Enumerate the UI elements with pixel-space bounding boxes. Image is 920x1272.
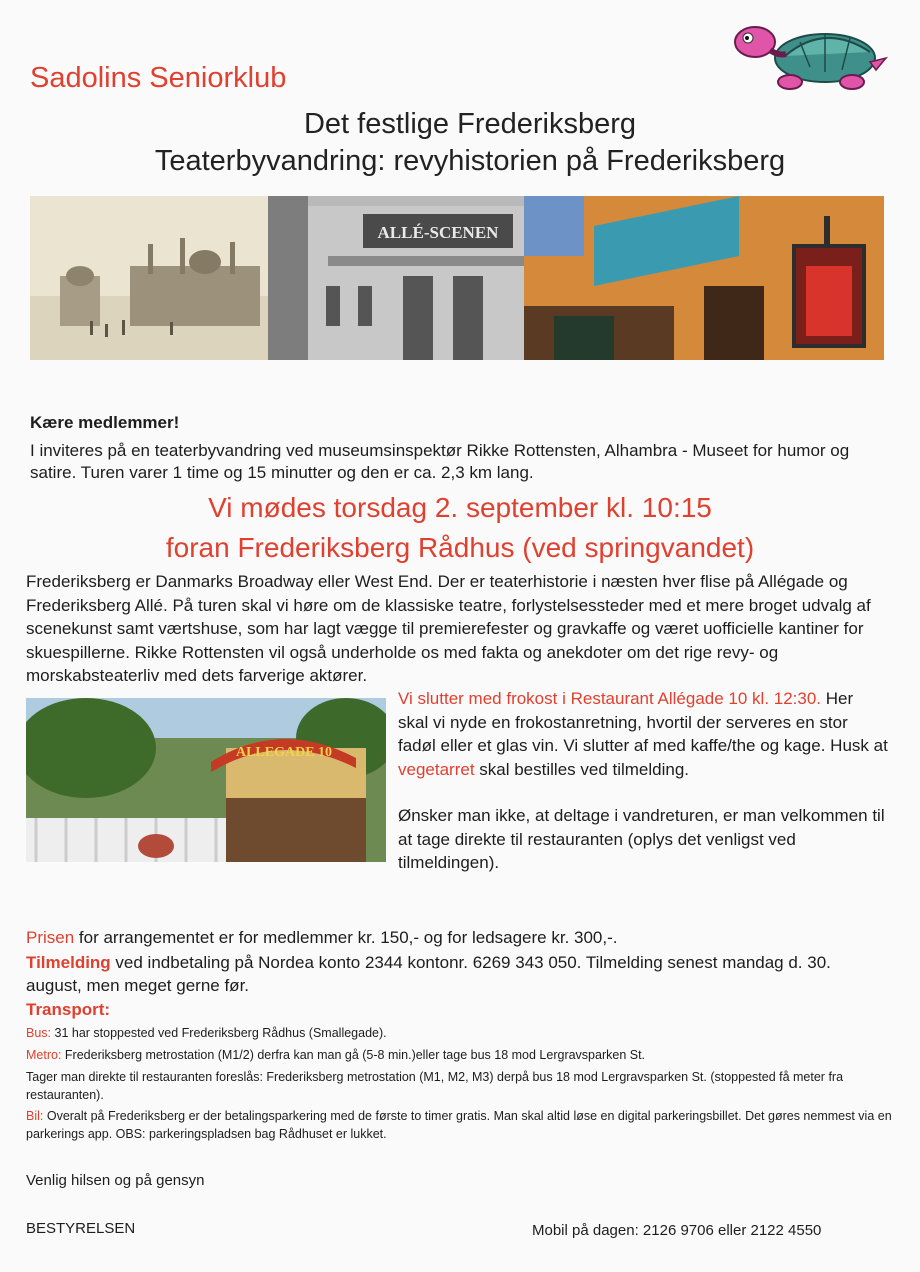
walk-note: Ønsker man ikke, at deltage i vandreturen, er man velkommen til at tage direkte til restauranten (oplys det venligst ved tilmeldingen). — [398, 806, 885, 873]
turtle-icon — [730, 12, 890, 94]
club-name: Sadolins Seniorklub — [30, 62, 287, 94]
alle-scenen-photo — [268, 196, 524, 360]
price-label: Prisen — [26, 928, 75, 947]
intro-text: I inviteres på en teaterbyvandring ved museumsinspektør Rikke Rottensten, Alhambra - Museet for humor og satire. Turen varer 1 time og 15 minutter og den er ca. 2,3 km lang. — [30, 441, 850, 482]
allegade-restaurant-photo — [26, 698, 386, 862]
metro-text: Frederiksberg metrostation (M1/2) derfra kan man gå (5-8 min.)eller tage bus 18 mod Lergravsparken St. — [61, 1048, 646, 1062]
lunch-details: Her skal vi nyde en frokostanretning, hvortil der serveres en stor fadøl eller et glas vin. Vi slutter af med kaffe/the og kage. Husk at — [398, 689, 888, 756]
signature-board: BESTYRELSEN — [26, 1220, 136, 1237]
direct-route-info: Tager man direkte til restauranten foreslås: Frederiksberg metrostation (M1, M2, M3) derpå bus 18 mod Lergravsparken St. (stoppested få meter fra restauranten). — [26, 1070, 844, 1102]
bus-info — [26, 1025, 896, 1043]
lunch-signup-note: skal bestilles ved tilmelding. — [474, 759, 690, 779]
description-paragraph: Frederiksberg er Danmarks Broadway eller West End. Der er teaterhistorie i næsten hver flise på Allégade og Frederiksberg Allé. På turen skal vi høre om de klassiske teatre, forlystelsessteder med et mere broget udvalg af scenekunst samt værtshuse, som har lagt vægge til premierefester og gravkaffe og været uofficielle kantiner for skuespillerne. Rikke Rottensten vil også underholde os med fakta og anekdoter om det rige revy- og morskabsteaterliv med dets farverige aktører. — [26, 572, 871, 686]
allegade-sign-text: ALLEGADE 10 — [235, 745, 333, 760]
metro-label: Metro: — [26, 1048, 62, 1062]
restaurant-facade-photo — [524, 196, 884, 360]
metro-info — [26, 1047, 896, 1065]
page-title: Det festlige Frederiksberg — [303, 108, 637, 140]
regards: Venlig hilsen og på gensyn — [26, 1172, 205, 1189]
meeting-time: Vi mødes torsdag 2. september kl. 10:15 — [208, 492, 712, 523]
signup-label: Tilmelding — [26, 953, 111, 972]
mobile-contact: Mobil på dagen: 2126 9706 eller 2122 4550 — [532, 1222, 822, 1239]
page-subtitle: Teaterbyvandring: revyhistorien på Frederiksberg — [154, 145, 786, 177]
price-text: for arrangementet er for medlemmer kr. 150,- og for ledsagere kr. 300,-. — [74, 928, 618, 947]
vegetarian-highlight: vegetarret — [398, 759, 475, 779]
lunch-highlight: Vi slutter med frokost i Restaurant Allégade 10 kl. 12:30. — [398, 689, 822, 708]
car-text: Overalt på Frederiksberg er der betalingsparkering med de første to timer gratis. Man skal altid løse en digital parkeringsbillet. Det gøres nemmest via en parkerings app. OBS: parkeringspladsen bag Rådhuset er lukket. — [26, 1109, 892, 1141]
price-info — [26, 926, 886, 949]
meeting-place: foran Frederiksberg Rådhus (ved springvandet) — [165, 532, 755, 563]
alle-scenen-sign-text: ALLÉ-SCENEN — [377, 223, 499, 242]
bus-label: Bus: — [26, 1026, 52, 1040]
signup-info — [26, 951, 886, 997]
lunch-text — [398, 687, 888, 781]
frederiksberg-engraving-photo — [30, 196, 268, 360]
transport-heading: Transport: — [26, 1000, 111, 1019]
signup-text: ved indbetaling på Nordea konto 2344 kontonr. 6269 343 050. Tilmelding senest mandag d. 30. august, men meget gerne før. — [26, 953, 831, 995]
car-info — [26, 1108, 896, 1143]
bus-text: 31 har stoppested ved Frederiksberg Rådhus (Smallegade). — [51, 1026, 387, 1040]
car-label: Bil: — [26, 1109, 44, 1123]
greeting: Kære medlemmer! — [30, 413, 180, 432]
